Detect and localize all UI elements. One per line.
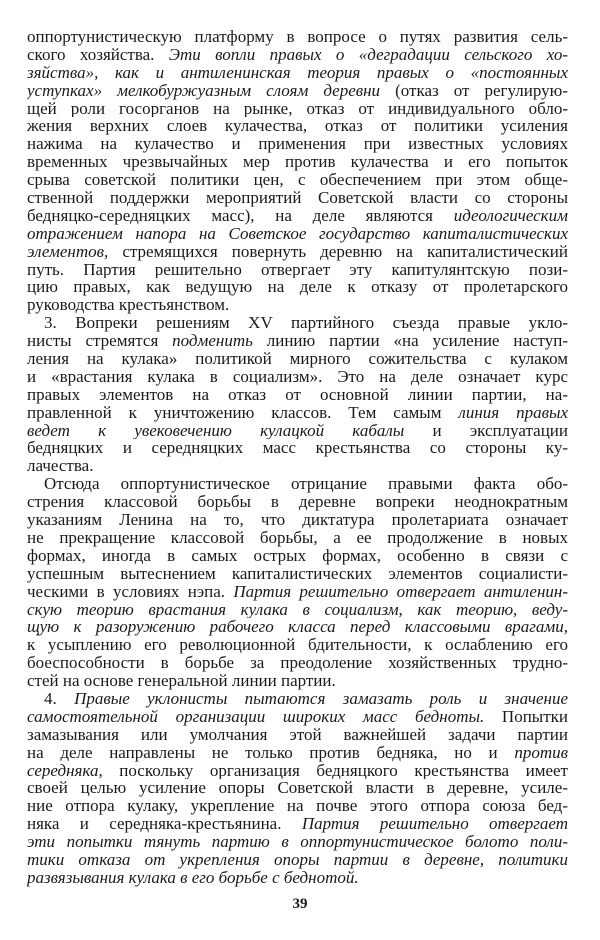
text: срыва советской политики цен, с обеспечением при этом обще- bbox=[27, 171, 568, 190]
text: путь. Партия решительно отвергает эту капитулянтскую пози- bbox=[27, 260, 568, 279]
text-line bbox=[27, 493, 568, 511]
italic-text: Партия решительно отвергает bbox=[301, 815, 568, 834]
text: цию правых, как ведущую на деле к отказу от пролетарского bbox=[27, 278, 568, 297]
text-line bbox=[27, 744, 568, 762]
italic-text: Партия решительно отвергает антиленин- bbox=[233, 582, 568, 601]
text-line bbox=[27, 278, 568, 296]
italic-text: Эти вопли правых о «деградации сельского хо- bbox=[168, 45, 568, 64]
text-line bbox=[27, 690, 568, 708]
text-line bbox=[27, 243, 568, 261]
text: указаниям Ленина на то, что диктатура пролетариата означает bbox=[27, 511, 568, 529]
text-line bbox=[27, 171, 568, 189]
italic-text: элементов, bbox=[27, 242, 109, 261]
text-line bbox=[27, 422, 568, 440]
text: ственной поддержки мероприятий Советской власти со стороны bbox=[27, 189, 568, 207]
text-line bbox=[27, 779, 568, 797]
text: правленной к уничтожению классов. Тем самым bbox=[27, 403, 459, 422]
text: и эксплуатации bbox=[404, 421, 568, 440]
text: лачества. bbox=[27, 457, 94, 476]
text-line bbox=[27, 296, 568, 314]
text-line bbox=[27, 565, 568, 583]
text: не прекращение классовой борьбы, а ее продолжение в новых bbox=[27, 528, 568, 547]
text: замазывания или умолчания этой важнейшей задачи партии bbox=[27, 725, 568, 744]
italic-text: Правые уклонисты пытаются замазать роль и значение bbox=[74, 689, 568, 708]
italic-text: идеологическим bbox=[453, 206, 568, 225]
text: правых элементов на отказ от основной линии партии, на- bbox=[27, 385, 568, 404]
text: временных чрезвычайных мер против кулачества и его попыток bbox=[27, 153, 568, 172]
page-text bbox=[27, 28, 568, 887]
text-line bbox=[27, 135, 568, 153]
text: линию партии «на усиление наступ- bbox=[252, 332, 568, 351]
text-line bbox=[27, 404, 568, 422]
text: руководства крестьянством. bbox=[27, 296, 230, 315]
text-line bbox=[27, 654, 568, 672]
text-line bbox=[27, 386, 568, 404]
text: Отсюда оппортунистическое отрицание правыми факта обо- bbox=[44, 475, 568, 494]
text-line bbox=[27, 869, 568, 887]
italic-text: отражением напора на Советское государство капиталистических bbox=[27, 224, 568, 243]
text-line bbox=[27, 708, 568, 726]
text: 3. Вопреки решениям XV партийного съезда правые укло- bbox=[44, 314, 568, 333]
text: формах, иногда в самых острых формах, особенно в связи с bbox=[27, 546, 568, 565]
text: на деле направлены не только против бедняка, но и bbox=[27, 743, 515, 762]
italic-text: самостоятельной организации широких масс бедноты. bbox=[27, 707, 485, 726]
text-line bbox=[27, 583, 568, 601]
text-line bbox=[27, 618, 568, 636]
italic-text: скую теорию врастания кулака в социализм, как теорию, веду- bbox=[27, 600, 568, 619]
text-line bbox=[27, 117, 568, 135]
text: стей на основе генеральной линии партии. bbox=[27, 672, 336, 690]
italic-text: тики отказа от укрепления опоры партии в деревне, политики bbox=[27, 850, 568, 869]
italic-text: линия правых bbox=[458, 403, 568, 422]
italic-text: подменить bbox=[172, 332, 253, 351]
italic-text: ведет к увековечению кулацкой кабалы bbox=[27, 421, 405, 440]
text-line bbox=[27, 672, 568, 690]
text-line bbox=[27, 815, 568, 833]
page-number: 39 bbox=[292, 896, 308, 912]
text-line bbox=[27, 82, 568, 100]
text-line bbox=[27, 207, 568, 225]
text: к усыплению его революционной бдительности, к ослаблению его bbox=[27, 636, 568, 655]
text-line bbox=[27, 475, 568, 493]
text-line bbox=[27, 153, 568, 171]
text: 4. bbox=[44, 689, 75, 708]
text: поскольку организация бедняцкого крестьянства имеет bbox=[102, 761, 568, 780]
text: ческими в условиях нэпа. bbox=[27, 582, 234, 601]
text-line bbox=[27, 511, 568, 529]
text: няка и середняка-крестьянина. bbox=[27, 815, 302, 834]
italic-text: против bbox=[514, 743, 568, 762]
text: стрения классовой борьбы в деревне вопреки неоднократным bbox=[27, 493, 568, 512]
text: ние отпора кулаку, укрепление на почве этого отпора союза бед- bbox=[27, 797, 568, 816]
text-line bbox=[27, 439, 568, 457]
text: боеспособности в борьбе за преодоление хозяйственных трудно- bbox=[27, 654, 568, 673]
text: ления на кулака» политикой мирного сожительства с кулаком bbox=[27, 350, 568, 368]
text: оппортунистическую платформу в вопросе о путях развития сель- bbox=[27, 28, 568, 46]
text: бедняцко-середняцких масс), на деле являются bbox=[27, 206, 454, 225]
italic-text: уступках» мелкобуржуазным слоям деревни bbox=[27, 81, 381, 100]
text-line bbox=[27, 368, 568, 386]
text-line bbox=[27, 636, 568, 654]
text-line bbox=[27, 332, 568, 350]
text-line bbox=[27, 225, 568, 243]
text: успешным вытеснением капиталистических элементов социалисти- bbox=[27, 564, 568, 583]
text-line bbox=[27, 762, 568, 780]
text-line bbox=[27, 64, 568, 82]
text: ского хозяйства. bbox=[27, 45, 169, 64]
text-line bbox=[27, 457, 568, 475]
text: стремящихся повернуть деревню на капиталистический bbox=[108, 242, 568, 261]
text: и «врастания кулака в социализм». Это на деле означает курс bbox=[27, 367, 568, 386]
italic-text: щую к разоружению рабочего класса перед классовыми врагами, bbox=[27, 618, 568, 637]
italic-text: середняка, bbox=[27, 761, 103, 780]
text: нажима на кулачество и применения при известных условиях bbox=[27, 135, 568, 154]
text-line bbox=[27, 833, 568, 851]
text: Попытки bbox=[484, 707, 568, 726]
text-line bbox=[27, 547, 568, 565]
text-line bbox=[27, 529, 568, 547]
text: нисты стремятся bbox=[27, 332, 173, 351]
text: своей целью усиление опоры Советской власти в деревне, усиле- bbox=[27, 779, 568, 798]
italic-text: эти попытки тянуть партию в оппортунистическое болото поли- bbox=[27, 833, 568, 851]
text: (отказ от регулирую- bbox=[380, 81, 568, 100]
text: жения верхних слоев кулачества, отказ от политики усиления bbox=[27, 117, 568, 136]
text-line bbox=[27, 726, 568, 744]
text-line bbox=[27, 189, 568, 207]
text-line bbox=[27, 314, 568, 332]
text-line bbox=[27, 261, 568, 279]
text-line bbox=[27, 851, 568, 869]
text-line bbox=[27, 100, 568, 118]
text-line bbox=[27, 350, 568, 368]
italic-text: развязывания кулака в его борьбе с беднотой. bbox=[27, 868, 359, 887]
italic-text: зяйства», как и антиленинская теория правых о «постоянных bbox=[27, 63, 568, 82]
text-line bbox=[27, 28, 568, 46]
text-line bbox=[27, 797, 568, 815]
text-line bbox=[27, 46, 568, 64]
text: щей роли госорганов на рынке, отказ от индивидуального обло- bbox=[27, 99, 568, 118]
text: бедняцких и середняцких масс крестьянства со стороны ку- bbox=[27, 439, 568, 458]
text-line bbox=[27, 601, 568, 619]
